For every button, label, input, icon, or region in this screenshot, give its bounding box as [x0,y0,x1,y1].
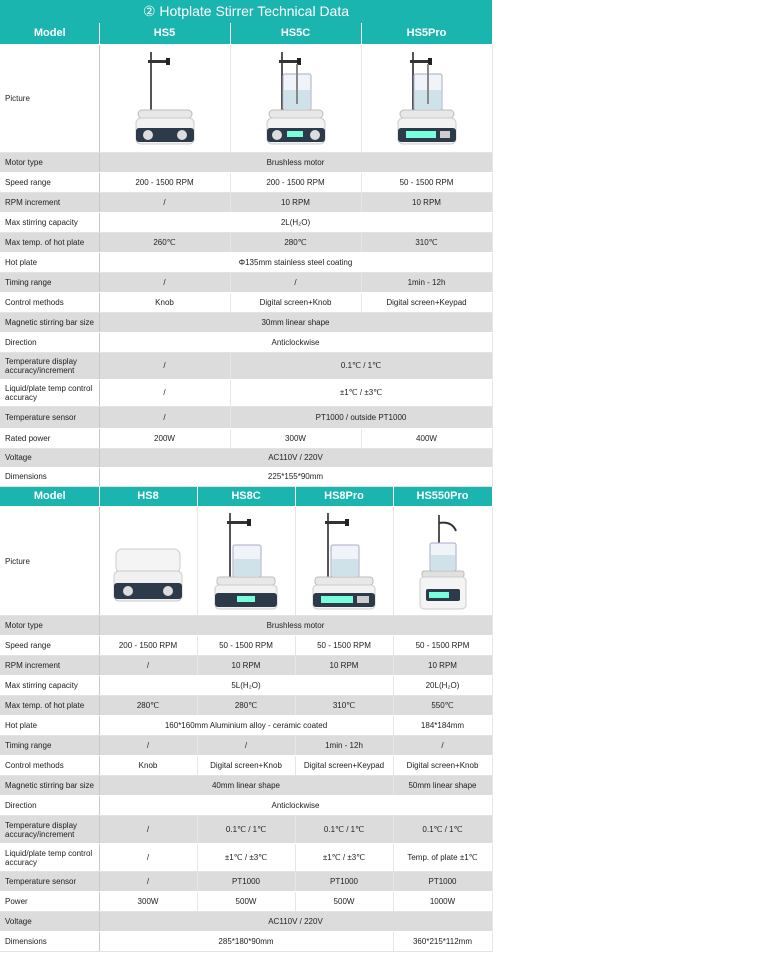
table-row [0,796,492,816]
cell: 5L(H₂O) [99,676,393,696]
row-label: Liquid/plate temp control accuracy [0,379,99,406]
cell: 184*184mm [393,716,492,736]
cell: 50 - 1500 RPM [295,636,393,656]
model-name: HS8Pro [295,487,393,507]
cell: 300W [230,428,361,448]
table-row [0,736,492,756]
cell: Knob [99,292,230,312]
row-label: Timing range [0,272,99,292]
cell: AC110V / 220V [99,448,492,467]
cell: / [197,736,295,756]
cell: 1min - 12h [295,736,393,756]
cell: Temp. of plate ±1℃ [393,844,492,872]
cell: 10 RPM [230,192,361,212]
model-name: HS5Pro [361,23,492,44]
cell: Digital screen+Keypad [361,292,492,312]
product-image-hs550pro [393,507,492,616]
row-label: Control methods [0,292,99,312]
table-row [0,252,492,272]
table-row [0,428,492,448]
spec-table-hs5 [0,23,493,487]
model-name: HS8C [197,487,295,507]
row-label: Power [0,892,99,912]
spec-table-hs8 [0,487,493,953]
cell: / [99,352,230,379]
row-label: Temperature sensor [0,872,99,892]
model-header: Model [0,487,99,507]
table-row [0,816,492,844]
cell: / [99,406,230,428]
cell: / [99,872,197,892]
table-row [0,232,492,252]
row-label: Picture [0,507,99,616]
cell: 300W [99,892,197,912]
cell: 280℃ [197,696,295,716]
table-row [0,192,492,212]
table-row [0,756,492,776]
cell: PT1000 [393,872,492,892]
table-row [0,212,492,232]
table-row [0,844,492,872]
row-label: Control methods [0,756,99,776]
table-row [0,932,492,952]
table-row [0,716,492,736]
cell: 200 - 1500 RPM [99,172,230,192]
cell: 225*155*90mm [99,467,492,486]
table-row [0,312,492,332]
table-row [0,379,492,406]
cell: 30mm linear shape [99,312,492,332]
row-label: Picture [0,44,99,152]
row-label: Dimensions [0,932,99,952]
cell: 280℃ [230,232,361,252]
cell: 285*180*90mm [99,932,393,952]
row-label: Timing range [0,736,99,756]
table-header-row [0,487,492,507]
cell: / [99,656,197,676]
cell: 400W [361,428,492,448]
row-label: Hot plate [0,252,99,272]
cell: 10 RPM [197,656,295,676]
cell: 0.1℃ / 1℃ [197,816,295,844]
row-label: Magnetic stirring bar size [0,312,99,332]
cell: 2L(H₂O) [99,212,492,232]
cell: Anticlockwise [99,332,492,352]
table-row [0,332,492,352]
cell: 1000W [393,892,492,912]
row-label: Direction [0,332,99,352]
row-label: Motor type [0,616,99,636]
cell: ±1℃ / ±3℃ [230,379,492,406]
cell: 50mm linear shape [393,776,492,796]
cell: Φ135mm stainless steel coating [99,252,492,272]
cell: / [99,844,197,872]
cell: / [99,736,197,756]
row-label: Max temp. of hot plate [0,696,99,716]
table-row [0,656,492,676]
table-row [0,272,492,292]
cell: 0.1℃ / 1℃ [393,816,492,844]
cell: 50 - 1500 RPM [361,172,492,192]
cell: 550℃ [393,696,492,716]
row-label: Motor type [0,152,99,172]
cell: Knob [99,756,197,776]
product-image-hs5c [230,44,361,152]
cell: / [393,736,492,756]
model-name: HS5C [230,23,361,44]
row-label: Temperature sensor [0,406,99,428]
cell: 500W [197,892,295,912]
cell: 280℃ [99,696,197,716]
row-label: Magnetic stirring bar size [0,776,99,796]
cell: 200 - 1500 RPM [230,172,361,192]
row-label: Speed range [0,172,99,192]
cell: 0.1℃ / 1℃ [230,352,492,379]
product-image-hs8pro [295,507,393,616]
cell: 310℃ [295,696,393,716]
cell: 200 - 1500 RPM [99,636,197,656]
table-row [0,292,492,312]
cell: 10 RPM [295,656,393,676]
table-row [0,352,492,379]
picture-row [0,44,492,152]
cell: / [99,816,197,844]
cell: 0.1℃ / 1℃ [295,816,393,844]
row-label: Rated power [0,428,99,448]
row-label: Dimensions [0,467,99,486]
page-title: ② Hotplate Stirrer Technical Data [0,0,492,23]
cell: 40mm linear shape [99,776,393,796]
table-row [0,892,492,912]
product-image-hs8 [99,507,197,616]
cell: Digital screen+Knob [393,756,492,776]
cell: / [230,272,361,292]
cell: 160*160mm Aluminium alloy - ceramic coated [99,716,393,736]
cell: 260℃ [99,232,230,252]
row-label: Hot plate [0,716,99,736]
table-row [0,616,492,636]
cell: 20L(H₂O) [393,676,492,696]
picture-row [0,507,492,616]
cell: Anticlockwise [99,796,492,816]
row-label: Temperature display accuracy/increment [0,816,99,844]
cell: Brushless motor [99,616,492,636]
cell: Digital screen+Keypad [295,756,393,776]
cell: / [99,272,230,292]
cell: 500W [295,892,393,912]
model-name: HS8 [99,487,197,507]
cell: Digital screen+Knob [197,756,295,776]
table-row [0,912,492,932]
cell: 360*215*112mm [393,932,492,952]
product-image-hs5 [99,44,230,152]
row-label: Temperature display accuracy/increment [0,352,99,379]
row-label: Speed range [0,636,99,656]
cell: 310℃ [361,232,492,252]
cell: PT1000 / outside PT1000 [230,406,492,428]
cell: 1min - 12h [361,272,492,292]
row-label: Max temp. of hot plate [0,232,99,252]
cell: PT1000 [197,872,295,892]
row-label: RPM increment [0,192,99,212]
table-row [0,448,492,467]
cell: 50 - 1500 RPM [393,636,492,656]
cell: Brushless motor [99,152,492,172]
table-row [0,636,492,656]
table-row [0,676,492,696]
cell: ±1℃ / ±3℃ [295,844,393,872]
cell: 200W [99,428,230,448]
product-image-hs5pro [361,44,492,152]
cell: 10 RPM [393,656,492,676]
row-label: Max stirring capacity [0,676,99,696]
table-row [0,152,492,172]
product-image-hs8c [197,507,295,616]
model-name: HS550Pro [393,487,492,507]
table-row [0,696,492,716]
cell: AC110V / 220V [99,912,492,932]
row-label: Voltage [0,912,99,932]
row-label: RPM increment [0,656,99,676]
cell: / [99,192,230,212]
cell: Digital screen+Knob [230,292,361,312]
row-label: Max stirring capacity [0,212,99,232]
table-row [0,776,492,796]
cell: 10 RPM [361,192,492,212]
model-header: Model [0,23,99,44]
row-label: Liquid/plate temp control accuracy [0,844,99,872]
cell: ±1℃ / ±3℃ [197,844,295,872]
table-row [0,872,492,892]
cell: 50 - 1500 RPM [197,636,295,656]
cell: / [99,379,230,406]
table-header-row [0,23,492,44]
table-row [0,467,492,486]
model-name: HS5 [99,23,230,44]
table-row [0,406,492,428]
row-label: Voltage [0,448,99,467]
table-row [0,172,492,192]
row-label: Direction [0,796,99,816]
cell: PT1000 [295,872,393,892]
